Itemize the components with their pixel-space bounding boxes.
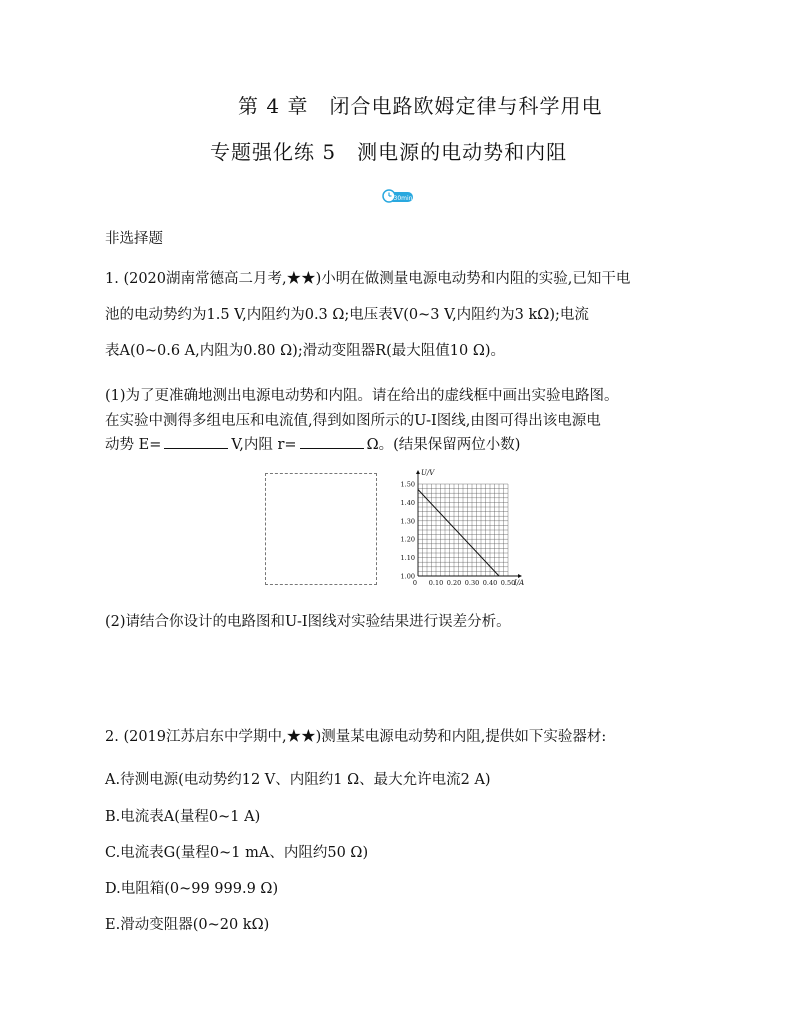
x-axis-arrow (518, 574, 522, 578)
x-tick-label: 0.50 (500, 579, 516, 587)
q1-line-3: 表A(0~0.6 A,内阻为0.80 Ω);滑动变阻器R(最大阻值10 Ω)。 (105, 343, 506, 359)
section-title: 专题强化练 5 测电源的电动势和内阻 (210, 140, 568, 164)
chapter-title: 第 4 章 闭合电路欧姆定律与科学用电 (238, 94, 603, 118)
origin-label: 0 (412, 579, 417, 587)
timer-label: 30min (393, 195, 413, 202)
x-axis-label: I/A (514, 579, 525, 587)
q2-item-d: D.电阻箱(0~99 999.9 Ω) (105, 881, 279, 897)
resistance-answer-blank[interactable] (300, 434, 364, 449)
y-axis-arrow (416, 470, 420, 474)
y-tick-label: 1.40 (400, 498, 415, 507)
y-tick-label: 1.50 (400, 480, 415, 489)
q1-line-1: 1. (2020湖南常德高二月考,★★)小明在做测量电源电动势和内阻的实验,已知干电 (105, 271, 631, 287)
q1-part1-line-3 (105, 433, 520, 454)
q1-part2: (2)请结合你设计的电路图和U-I图线对实验结果进行误差分析。 (105, 614, 511, 630)
y-axis-label: U/V (421, 469, 435, 477)
circuit-drawing-box[interactable] (265, 473, 377, 585)
q2-item-c: C.电流表G(量程0~1 mA、内阻约50 Ω) (105, 845, 369, 861)
emf-prefix: 动势 E= (105, 437, 162, 453)
y-tick-label: 1.20 (400, 535, 415, 544)
resistance-prefix: V,内阻 r= (231, 437, 297, 453)
section-label: 非选择题 (105, 231, 163, 247)
x-tick-label: 0.10 (428, 579, 444, 587)
x-tick-label: 0.30 (464, 579, 480, 587)
q2-item-b: B.电流表A(量程0~1 A) (105, 809, 261, 825)
q1-part1-line-1: (1)为了更准确地测出电源电动势和内阻。请在给出的虚线框中画出实验电路图。 (105, 388, 619, 404)
u-i-chart (388, 466, 538, 590)
emf-answer-blank[interactable] (164, 434, 228, 449)
y-tick-label: 1.00 (400, 572, 415, 581)
q1-part1-line-2: 在实验中测得多组电压和电流值,得到如图所示的U-I图线,由图可得出该电源电 (105, 413, 601, 429)
resistance-suffix: Ω。(结果保留两位小数) (366, 437, 521, 453)
q2-line-1: 2. (2019江苏启东中学期中,★★)测量某电源电动势和内阻,提供如下实验器材: (105, 729, 607, 745)
x-tick-label: 0.20 (446, 579, 462, 587)
q2-item-e: E.滑动变阻器(0~20 kΩ) (105, 917, 270, 933)
y-tick-label: 1.10 (400, 554, 415, 563)
q1-line-2: 池的电动势约为1.5 V,内阻约为0.3 Ω;电压表V(0~3 V,内阻约为3 kΩ);电流 (105, 307, 589, 323)
q2-item-a: A.待测电源(电动势约12 V、内阻约1 Ω、最大允许电流2 A) (105, 772, 491, 788)
x-tick-label: 0.40 (482, 579, 498, 587)
timer-icon (382, 189, 414, 203)
y-tick-label: 1.30 (400, 517, 415, 526)
